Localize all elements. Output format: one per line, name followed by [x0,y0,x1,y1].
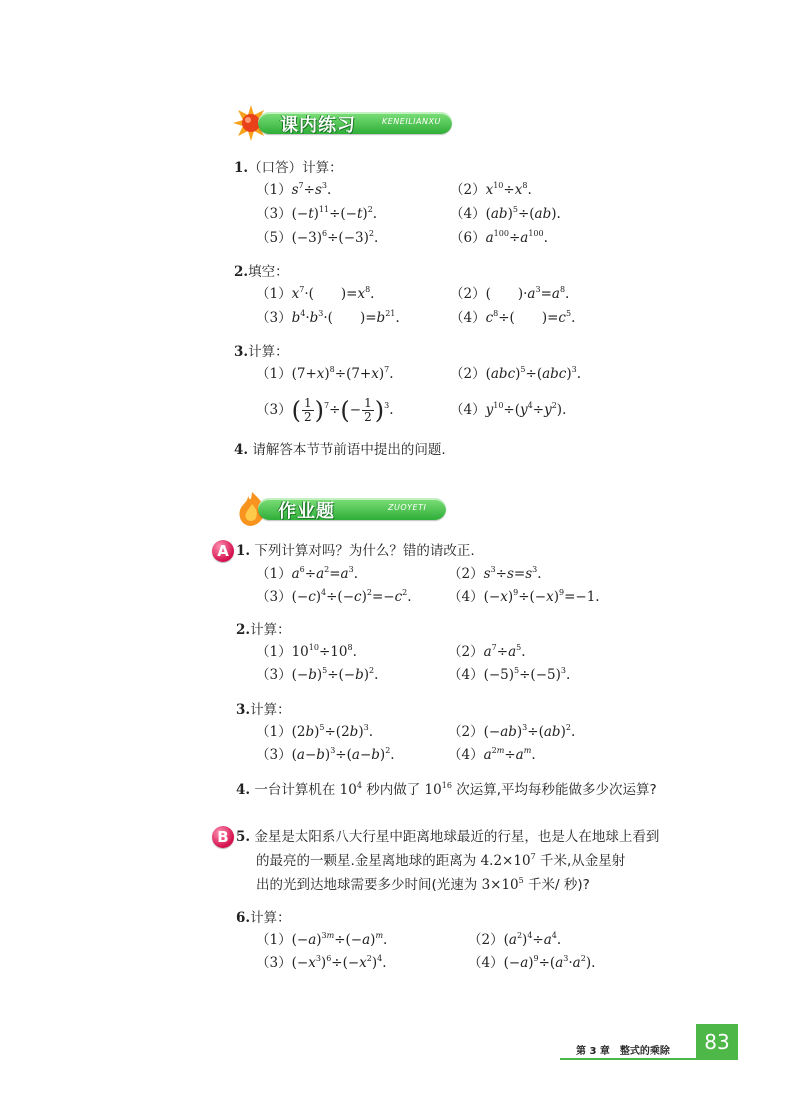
exercise-3-1: $(1)(7+x)^8\div(7+x)^7$. [256,365,394,382]
homework-3-heading: 3.计算： [236,702,291,718]
homework-1-1: $(1)a^6\div a^2=a^3$. [256,565,358,582]
page-number: 83 [696,1024,738,1060]
section-subtitle: KENEILIANXU [382,117,441,126]
level-a-badge: A [212,540,234,562]
homework-1-2: $(2)s^3\div s=s^3$. [448,565,542,582]
chapter-title: 第 3 章 整式的乘除 [576,1046,670,1057]
exercise-3-2: （2）(abc)$^5$÷(abc)$^3$. [450,365,582,382]
section-title: 课内练习 [280,115,356,136]
homework-3-1: $(1)(2b)^5\div(2b)^3$. [256,723,373,740]
homework-6-4: $(4)(-a)^9\div(a^3\cdot a^2)$. [468,954,596,971]
exercise-1-5: $(5)(-3)^6\div(-3)^2$. [256,229,379,246]
section-banner-homework [232,490,452,526]
section-title: 作业题 [278,501,335,522]
exercise-1-3: $(3)(-t)^{11}\div(-t)^2$. [256,205,378,222]
homework-5-line-3: 出的光到达地球需要多少时间(光速为 $3\times 10^5$ 千米/ 秒)? [256,876,590,893]
homework-6-2: $(2)(a^2)^4\div a^4$. [468,931,562,948]
homework-1-3: $(3)(-c)^4\div(-c)^2=-c^2$. [256,588,412,605]
exercise-3-heading: 3.计算： [234,344,289,360]
homework-3-3: $(3)(a-b)^3\div(a-b)^2$. [256,746,395,763]
homework-2-3: $(3)(-b)^5\div(-b)^2$. [256,666,379,683]
section-subtitle: ZUOYETI [388,503,427,512]
exercise-3-4: $(4)y^{10}\div(y^4\div y^2)$. [450,401,567,418]
exercise-1-1: $(1)s^7\div s^3$. [256,181,332,198]
exercise-1-2: $(2)x^{10}\div x^8$. [450,181,532,198]
homework-6-heading: 6.计算： [236,910,291,926]
exercise-1-6: $(6)a^{100}\div a^{100}$. [450,229,548,246]
exercise-2-heading: 2.填空： [234,264,289,280]
homework-1-4: $(4)(-x)^9\div(-x)^9=-1$. [448,588,600,605]
exercise-2-4: $(4)c^8\div$( )$=c^5$. [450,309,576,326]
homework-2-heading: 2.计算： [236,622,291,638]
exercise-4: 4. 请解答本节节前语中提出的问题. [234,442,446,458]
homework-2-2: $(2)a^7\div a^5$. [448,643,526,660]
exercise-2-2: （2）( )$\cdot a^3=a^8$. [450,285,570,302]
homework-2-4: $(4)(-5)^5\div(-5)^3$. [448,666,571,683]
section-banner-practice [232,104,452,140]
exercise-1-heading: 1.（口答）计算： [234,160,343,176]
homework-2-1: $(1)10^{10}\div 10^8$. [256,643,357,660]
homework-6-1: $(1)(-a)^{3m}\div(-a)^m$. [256,931,388,948]
homework-6-3: $(3)(-x^3)^6\div(-x^2)^4$. [256,954,387,971]
homework-3-4: $(4)a^{2m}\div a^m$. [448,746,536,763]
level-b-badge: B [212,826,234,848]
exercise-1-4: （4）(ab)$^5$÷(ab). [450,205,561,222]
homework-5-line-1: 5. 金星是太阳系八大行星中距离地球最近的行星，也是人在地球上看到 [236,829,660,845]
footer-rule [560,1058,738,1060]
exercise-2-3: $(3)b^4\cdot b^3\cdot$( )$=b^{21}$. [256,309,400,326]
homework-4: 4. 一台计算机在 $10^4$ 秒内做了 $10^{16}$ 次运算,平均每秒能做多少次运算? [236,781,657,798]
homework-5-line-2: 的最亮的一颗星.金星离地球的距离为 $4.2\times 10^7$ 千米,从金星射 [256,852,626,869]
homework-3-2: $(2)(-ab)^3\div(ab)^2$. [448,723,576,740]
exercise-3-3: （3）( $\frac{1}{2}$ )$^7$÷(− $\frac{1}{2}$ )$^3$. [256,396,394,425]
homework-1-heading: 1. 下列计算对吗？为什么？错的请改正. [236,543,475,559]
exercise-2-1: $(1)x^7\cdot$( )$=x^8$. [256,285,375,302]
